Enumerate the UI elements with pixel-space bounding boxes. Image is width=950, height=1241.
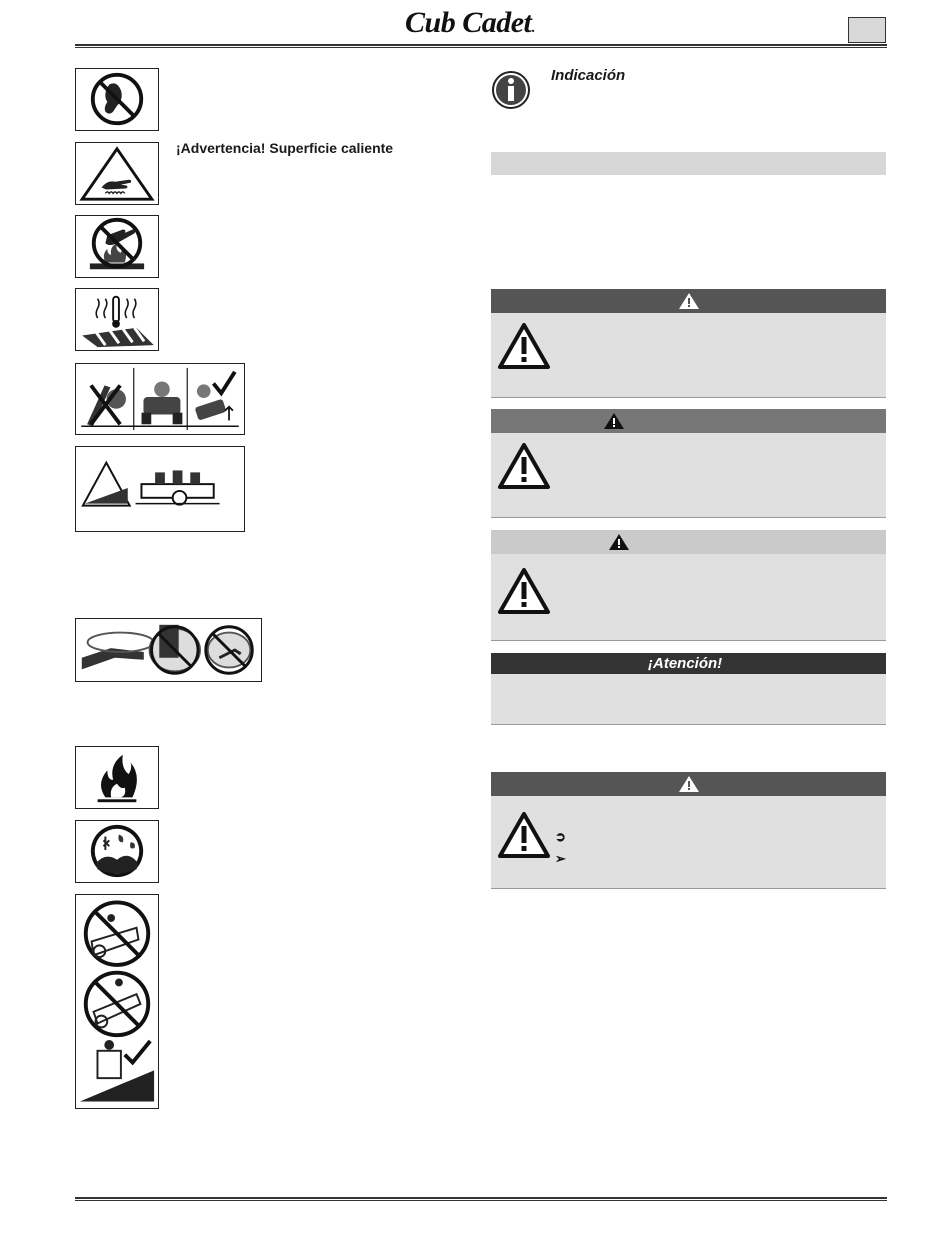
attention-panel-header: [491, 653, 886, 674]
header-rule-thin: [75, 47, 887, 48]
warning-panel-header: [491, 289, 886, 313]
hot-surface-warning-icon: [75, 142, 159, 205]
slope-operation-icon: [75, 894, 159, 1109]
discharge-chute-icon: [75, 618, 262, 682]
rollover-tractor-icon: [75, 363, 245, 435]
heat-ground-icon: [75, 288, 159, 351]
no-debris-icon: [75, 820, 159, 883]
bullet-symbol: ➢: [555, 851, 566, 866]
section-heading-bar: [491, 152, 886, 175]
warning-triangle-icon: [678, 292, 700, 310]
warning-triangle-icon: [497, 566, 551, 616]
warning-panel-caution: [491, 530, 886, 641]
header-rule: [75, 44, 887, 46]
warning-panel-instructions: [491, 772, 886, 889]
warning-panel-body: [491, 433, 886, 518]
attention-panel: [491, 653, 886, 725]
warning-triangle-icon: [608, 533, 630, 551]
bullet-symbol: ➲: [555, 829, 566, 844]
warning-triangle-icon: [497, 810, 551, 860]
warning-panel-header: [491, 772, 886, 796]
warning-triangle-icon: [603, 412, 625, 430]
warning-triangle-icon: [497, 441, 551, 491]
flammable-icon: [75, 746, 159, 809]
slope-weight-icon: [75, 446, 245, 532]
no-hand-fire-icon: [75, 215, 159, 278]
warning-panel-body: [491, 554, 886, 641]
brand-logo: Cub Cadet.: [405, 6, 535, 39]
no-step-icon: [75, 68, 159, 131]
warning-panel-warning: [491, 409, 886, 518]
warning-panel-danger: [491, 289, 886, 398]
note-title: Indicación: [551, 67, 626, 84]
warning-panel-header: [491, 530, 886, 554]
warning-panel-body: [491, 796, 886, 889]
warning-panel-header: [491, 409, 886, 433]
warning-panel-body: [491, 313, 886, 398]
info-icon: [491, 70, 531, 110]
footer-rule: [75, 1197, 887, 1199]
page-number-box: [848, 17, 886, 43]
attention-panel-body: [491, 674, 886, 725]
hot-surface-title: ¡Advertencia! Superficie caliente: [176, 140, 394, 156]
warning-triangle-icon: [497, 321, 551, 371]
attention-label: ¡Atención!: [648, 655, 723, 672]
footer-rule-thin: [75, 1200, 887, 1201]
warning-triangle-icon: [678, 775, 700, 793]
